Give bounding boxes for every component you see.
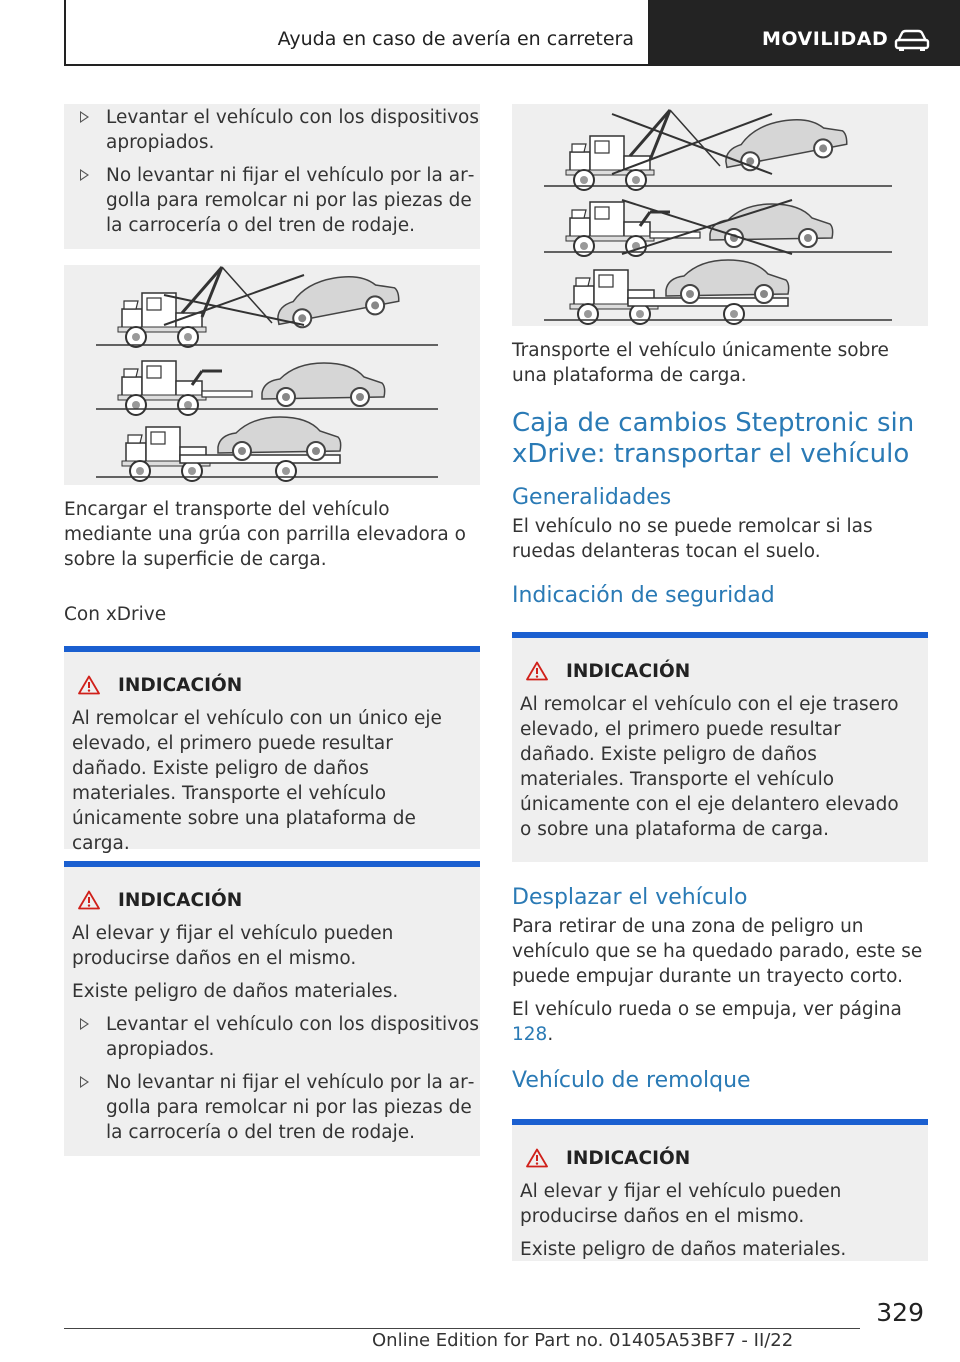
- notice-title: INDICACIÓN: [118, 889, 243, 911]
- notice-box: [64, 861, 480, 1156]
- list-item: No levantar ni fijar el vehículo por la argolla para remolcar ni por las piezas de la carrocería o del tren de rodaje.: [64, 1070, 480, 1145]
- subheading-xdrive: Con xDrive: [64, 604, 167, 625]
- warning-triangle-icon: [526, 1148, 548, 1168]
- tow-illustration-right: [512, 104, 928, 326]
- right-column: [512, 104, 928, 1261]
- footer-rule: [64, 1328, 860, 1329]
- section-heading: Caja de cambios Steptronic sin xDrive: transportar el vehículo: [512, 408, 915, 469]
- left-column: [64, 104, 480, 1156]
- caption-transport: Encargar el transporte del vehículo mediante una grúa con parrilla elevadora o sobre la superficie de carga.: [64, 499, 466, 570]
- header-section-box: [64, 0, 650, 66]
- header-section-title: Ayuda en caso de avería en carretera: [277, 28, 634, 50]
- move-text: Para retirar de una zona de peligro un vehículo que se ha quedado parado, este se puede empujar durante un trayecto corto.: [512, 916, 923, 987]
- list-item: No levantar ni fijar el vehículo por la argolla para remolcar ni por las piezas de la carrocería o del tren de rodaje.: [64, 163, 480, 238]
- footer-edition: Online Edition for Part no. 01405A53BF7 - II/22: [372, 1330, 794, 1351]
- warning-triangle-icon: [526, 661, 548, 681]
- header-tab-label: MOVILIDAD: [762, 28, 889, 50]
- notice-text: Al remolcar el vehículo con un único eje elevado, el primero puede resultar dañado. Existe peligro de daños materiales. Transporte el vehículo únicamente sobre una plataforma de carga.: [72, 708, 442, 854]
- list-item: Levantar el vehículo con los dispositivos apropiados.: [64, 105, 480, 155]
- notice-text: Al elevar y fijar el vehículo pueden producirse daños en el mismo.: [520, 1181, 842, 1227]
- header-tab[interactable]: [650, 0, 960, 64]
- bullet-triangle-icon: [80, 1018, 89, 1030]
- notice-title: INDICACIÓN: [566, 660, 691, 682]
- notice-title: INDICACIÓN: [118, 674, 243, 696]
- tow-methods-illustration: [512, 104, 928, 326]
- general-text: El vehículo no se puede remolcar si las ruedas delanteras tocan el suelo.: [512, 516, 873, 562]
- list-item: Levantar el vehículo con los dispositivos apropiados.: [64, 1012, 480, 1062]
- warning-triangle-icon: [78, 890, 100, 910]
- notice-box: [64, 646, 480, 854]
- page-number: 329: [876, 1298, 924, 1327]
- top-list-box: [64, 104, 480, 249]
- notice-box: [512, 632, 928, 862]
- subsection-heading: Generalidades: [512, 485, 672, 510]
- notice-text: Existe peligro de daños materiales.: [520, 1239, 847, 1260]
- bullet-triangle-icon: [80, 169, 89, 181]
- subsection-heading: Desplazar el vehículo: [512, 885, 748, 910]
- car-icon: [894, 28, 930, 52]
- bullet-triangle-icon: [80, 111, 89, 123]
- page-link[interactable]: 128: [512, 1024, 548, 1045]
- warning-triangle-icon: [78, 675, 100, 695]
- tow-methods-illustration: [64, 265, 480, 485]
- subsection-heading: Indicación de seguridad: [512, 583, 775, 608]
- page-reference: El vehículo rueda o se empuja, ver página 128.: [512, 999, 902, 1045]
- notice-text: Existe peligro de daños materiales.: [72, 981, 399, 1002]
- subsection-heading: Vehículo de remolque: [512, 1068, 751, 1093]
- tow-illustration-left: [64, 265, 480, 485]
- caption-platform: Transporte el vehículo únicamente sobre una plataforma de carga.: [512, 340, 889, 386]
- header-rule: [64, 64, 960, 66]
- notice-text: Al elevar y fijar el vehículo pueden producirse daños en el mismo.: [72, 923, 394, 969]
- notice-text: Al remolcar el vehículo con el eje trasero elevado, el primero puede resultar dañado. Existe peligro de daños materiales. Transporte el vehículo únicamente con el eje delantero elevado o sobre una plataforma de carga.: [520, 694, 899, 840]
- notice-box: [512, 1119, 928, 1261]
- notice-title: INDICACIÓN: [566, 1147, 691, 1169]
- bullet-triangle-icon: [80, 1076, 89, 1088]
